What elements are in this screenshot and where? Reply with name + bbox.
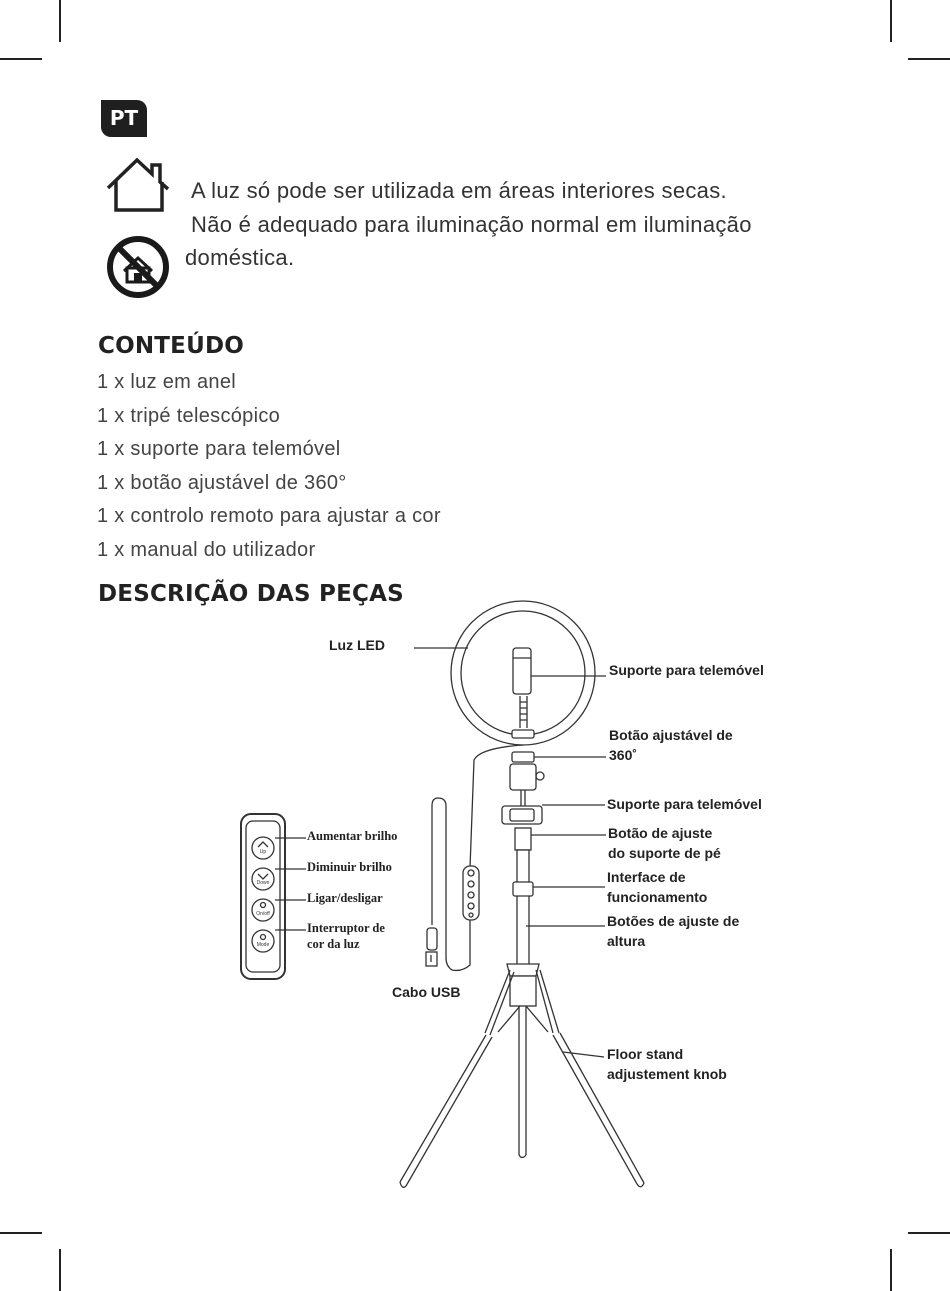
remote-button-label: Mode	[256, 942, 270, 948]
remote-button-label: On/off	[256, 911, 270, 917]
label-usb: Cabo USB	[392, 984, 461, 1000]
label-interface: Interface de funcionamento	[607, 869, 708, 905]
list-item: 1 x tripé telescópico	[97, 404, 281, 427]
parts-title: DESCRIÇÃO DAS PEÇAS	[98, 581, 404, 607]
list-item: 1 x luz em anel	[97, 371, 237, 393]
contents-title: CONTEÚDO	[98, 333, 245, 359]
label-stand-adjust: Botão de ajuste do suporte de pé	[608, 825, 721, 861]
label-phone-holder-mid: Suporte para telemóvel	[607, 796, 762, 812]
list-item: 1 x suporte para telemóvel	[97, 438, 341, 461]
list-item: 1 x manual do utilizador	[97, 538, 316, 561]
list-item: 1 x controlo remoto para ajustar a cor	[97, 505, 441, 528]
label-brightness-down: Diminuir brilho	[307, 860, 392, 874]
list-item: 1 x botão ajustável de 360°	[97, 471, 347, 494]
label-ball-head: Botão ajustável de 360˚	[609, 727, 733, 763]
language-badge: PT	[101, 100, 147, 137]
label-brightness-up: Aumentar brilho	[307, 829, 398, 843]
label-floor-knob: Floor stand adjustement knob	[607, 1046, 727, 1082]
label-height-buttons: Botões de ajuste de altura	[607, 913, 740, 949]
label-on-off: Ligar/desligar	[307, 891, 383, 905]
warning-line-3: doméstica.	[185, 245, 295, 270]
label-color-switch: Interruptor de cor da luz	[307, 921, 385, 951]
warning-line-2: Não é adequado para iluminação normal em iluminação	[191, 212, 752, 237]
warning-line-1: A luz só pode ser utilizada em áreas interiores secas.	[191, 178, 727, 203]
remote-button-label: Down	[256, 880, 270, 886]
label-led: Luz LED	[329, 637, 385, 653]
remote-button-label: Up	[259, 849, 267, 855]
label-phone-holder-top: Suporte para telemóvel	[609, 662, 764, 678]
